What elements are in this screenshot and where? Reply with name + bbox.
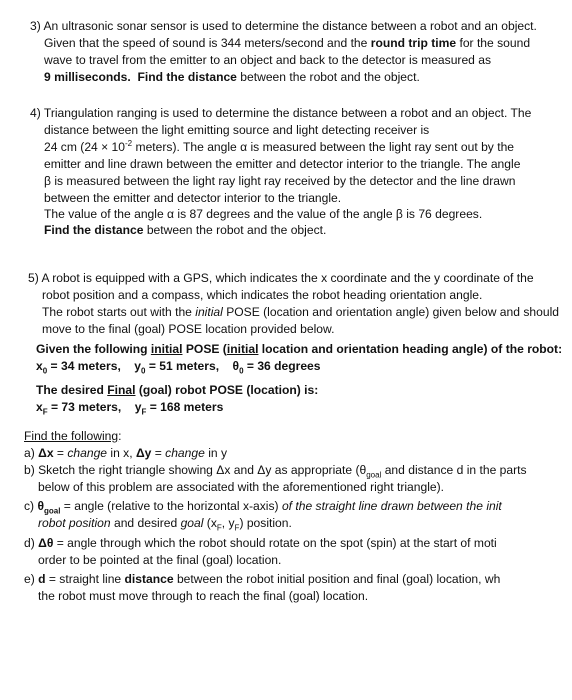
q5-line-4: move to the final (goal) POSE location provided below. <box>42 322 335 336</box>
q5-given-initial: Given the following initial POSE (initial location and orientation heading angle) of the robot: <box>36 342 563 356</box>
find-item-e: e) d = straight line distance between the robot initial position and final (goal) location, wh <box>24 572 501 586</box>
find-item-b: b) Sketch the right triangle showing Δx and Δy as appropriate ($\theta_{goal}$ and distance d in the parts <box>24 463 527 480</box>
q5-initial-values: $x_0 = 34$ meters, $y_0 = 51$ meters, $\theta_0 = 36$ degrees <box>36 359 321 376</box>
q4-line-2: distance between the light emitting source and light detecting receiver is <box>44 123 430 137</box>
q4-line-1: 4) Triangulation ranging is used to determine the distance between a robot and an object. The <box>30 106 532 120</box>
find-item-d-cont: order to be pointed at the final (goal) location. <box>38 553 282 567</box>
q4-line-7: The value of the angle α is 87 degrees and the value of the angle β is 76 degrees. <box>44 207 483 221</box>
find-item-e-cont: the robot must move through to reach the final (goal) location. <box>38 589 369 603</box>
find-item-d: d) Δθ = angle through which the robot should rotate on the spot (spin) at the start of moti <box>24 536 497 550</box>
q5-final-values: $x_F = 73$ meters, $y_F = 168$ meters <box>36 400 224 417</box>
q5-line-2: robot position and a compass, which indicates the robot heading orientation angle. <box>42 288 483 302</box>
q3-line-3: wave to travel from the emitter to an object and back to the detector is measured as <box>44 53 492 67</box>
q4-line-4: emitter and line drawn between the emitter and detector interior to the triangle. The angle <box>44 157 521 171</box>
q3-line-1: 3) An ultrasonic sonar sensor is used to determine the distance between a robot and an object. <box>30 19 537 33</box>
find-item-c: c) $\theta_{goal}$ = angle (relative to the horizontal x-axis) of the straight line drawn between the init <box>24 499 502 516</box>
find-item-b-cont: below of this problem are associated with the aforementioned right triangle). <box>38 480 445 494</box>
q3-line-2: Given that the speed of sound is 344 meters/second and the round trip time for the sound <box>44 36 531 50</box>
q5-desired-final: The desired Final (goal) robot POSE (location) is: <box>36 383 319 397</box>
q4-line-5: β is measured between the light ray light ray received by the detector and the line drawn <box>44 174 516 188</box>
find-heading: Find the following: <box>24 429 122 443</box>
q5-line-3: The robot starts out with the initial POSE (location and orientation angle) given below and should <box>42 305 559 319</box>
q4-line-6: between the emitter and detector interior to the triangle. <box>44 191 342 205</box>
q5-line-1: 5) A robot is equipped with a GPS, which indicates the x coordinate and the y coordinate of the <box>28 271 534 285</box>
q4-line-3: 24 cm ($24 \times 10^{-2}$ meters). The angle α is measured between the light ray sent out by the <box>44 138 515 154</box>
find-item-a: a) Δx = change in x, Δy = change in y <box>24 446 228 460</box>
q4-line-8: Find the distance between the robot and the object. <box>44 223 327 237</box>
find-item-c-cont: robot position and desired goal ($x_F$, $y_F$) position. <box>38 516 292 533</box>
q3-line-4: 9 milliseconds. Find the distance between the robot and the object. <box>44 70 420 84</box>
